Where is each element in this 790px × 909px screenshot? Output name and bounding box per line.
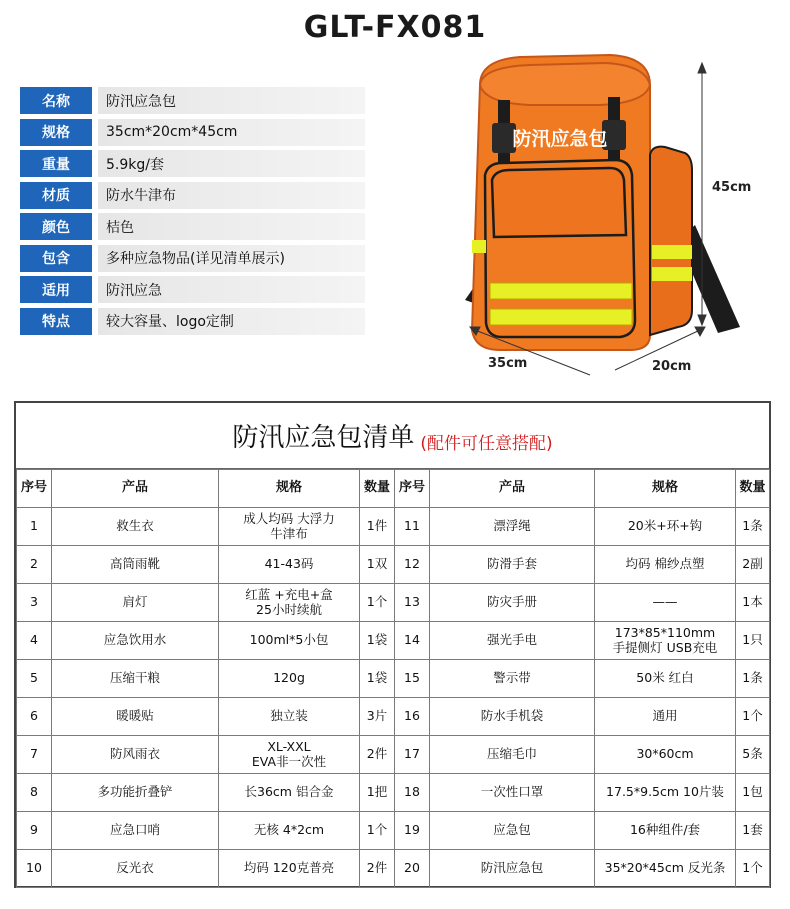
spec-table — [20, 87, 365, 339]
spec-row — [20, 182, 365, 209]
spec-value: 防汛应急 — [98, 276, 365, 303]
spec-value: 桔色 — [98, 213, 365, 240]
table-cell: 120g — [219, 660, 360, 698]
table-cell: 1个 — [736, 850, 770, 888]
table-cell: 无核 4*2cm — [219, 812, 360, 850]
table-row — [17, 774, 770, 812]
spec-value: 35cm*20cm*45cm — [98, 119, 365, 146]
table-cell: 独立装 — [219, 698, 360, 736]
table-cell: 长36cm 铝合金 — [219, 774, 360, 812]
table-cell: 防风雨衣 — [52, 736, 219, 774]
spec-label: 材质 — [20, 182, 92, 209]
spec-value: 防汛应急包 — [98, 87, 365, 114]
table-cell: 强光手电 — [430, 622, 595, 660]
spec-row — [20, 87, 365, 114]
bag-height-label: 45cm — [712, 180, 752, 195]
table-cell: 2副 — [736, 546, 770, 584]
table-cell: 成人均码 大浮力 牛津布 — [219, 508, 360, 546]
spec-value: 多种应急物品(详见清单展示) — [98, 245, 365, 272]
spec-label: 颜色 — [20, 213, 92, 240]
table-cell: 均码 120克普亮 — [219, 850, 360, 888]
table-cell: 1件 — [360, 508, 395, 546]
table-cell: 高筒雨靴 — [52, 546, 219, 584]
column-header: 序号 — [395, 470, 430, 508]
table-cell: XL-XXL EVA非一次性 — [219, 736, 360, 774]
table-cell: 多功能折叠铲 — [52, 774, 219, 812]
table-cell: 防汛应急包 — [430, 850, 595, 888]
table-row — [17, 622, 770, 660]
spec-value: 较大容量、logo定制 — [98, 308, 365, 335]
table-cell: 1个 — [736, 698, 770, 736]
spec-label: 包含 — [20, 245, 92, 272]
spec-row — [20, 119, 365, 146]
column-header: 产品 — [430, 470, 595, 508]
column-header: 序号 — [17, 470, 52, 508]
table-row — [17, 660, 770, 698]
table-cell: 20米+环+钩 — [595, 508, 736, 546]
table-row — [17, 812, 770, 850]
table-cell: 12 — [395, 546, 430, 584]
table-cell: 41-43码 — [219, 546, 360, 584]
table-cell: 1条 — [736, 508, 770, 546]
table-cell: 1只 — [736, 622, 770, 660]
table-cell: 15 — [395, 660, 430, 698]
table-cell: 8 — [17, 774, 52, 812]
table-cell: 100ml*5小包 — [219, 622, 360, 660]
table-cell: 30*60cm — [595, 736, 736, 774]
item-checklist — [14, 401, 771, 888]
checklist-header — [16, 403, 769, 469]
table-cell: 17 — [395, 736, 430, 774]
table-cell: 2件 — [360, 736, 395, 774]
table-cell: 防水手机袋 — [430, 698, 595, 736]
spec-row — [20, 276, 365, 303]
table-cell: 防灾手册 — [430, 584, 595, 622]
spec-row — [20, 213, 365, 240]
table-cell: 5条 — [736, 736, 770, 774]
table-cell: 14 — [395, 622, 430, 660]
column-header: 数量 — [360, 470, 395, 508]
table-cell: 16种组件/套 — [595, 812, 736, 850]
table-row — [17, 736, 770, 774]
table-cell: 通用 — [595, 698, 736, 736]
table-cell: 173*85*110mm 手提侧灯 USB充电 — [595, 622, 736, 660]
bag-depth-label: 20cm — [652, 359, 692, 374]
backpack-image — [440, 45, 780, 385]
table-cell: 漂浮绳 — [430, 508, 595, 546]
table-cell: 应急饮用水 — [52, 622, 219, 660]
table-cell: 应急包 — [430, 812, 595, 850]
table-cell: 1 — [17, 508, 52, 546]
spec-label: 规格 — [20, 119, 92, 146]
table-cell: 5 — [17, 660, 52, 698]
column-header: 规格 — [219, 470, 360, 508]
table-cell: 1套 — [736, 812, 770, 850]
table-cell: 20 — [395, 850, 430, 888]
table-cell: 1包 — [736, 774, 770, 812]
spec-row — [20, 308, 365, 335]
table-cell: 2件 — [360, 850, 395, 888]
table-cell: 红蓝 +充电+盒 25小时续航 — [219, 584, 360, 622]
table-cell: 16 — [395, 698, 430, 736]
table-row — [17, 508, 770, 546]
table-cell: 救生衣 — [52, 508, 219, 546]
checklist-title: 防汛应急包清单 — [232, 423, 415, 453]
table-cell: 一次性口罩 — [430, 774, 595, 812]
table-cell: 应急口哨 — [52, 812, 219, 850]
table-cell: 11 — [395, 508, 430, 546]
table-cell: 1袋 — [360, 622, 395, 660]
table-cell: 1双 — [360, 546, 395, 584]
table-cell: 13 — [395, 584, 430, 622]
table-cell: 防滑手套 — [430, 546, 595, 584]
table-cell: 17.5*9.5cm 10片装 — [595, 774, 736, 812]
table-cell: 35*20*45cm 反光条 — [595, 850, 736, 888]
bag-width-label: 35cm — [488, 356, 528, 371]
table-row — [17, 546, 770, 584]
spec-value: 5.9kg/套 — [98, 150, 365, 177]
table-cell: 压缩毛巾 — [430, 736, 595, 774]
spec-label: 重量 — [20, 150, 92, 177]
checklist-subtitle: (配件可任意搭配) — [420, 434, 553, 454]
table-cell: 1个 — [360, 812, 395, 850]
table-cell: 压缩干粮 — [52, 660, 219, 698]
table-cell: 3 — [17, 584, 52, 622]
table-cell: 6 — [17, 698, 52, 736]
product-model-title: GLT-FX081 — [303, 10, 487, 45]
spec-label: 特点 — [20, 308, 92, 335]
table-row — [17, 850, 770, 888]
table-cell: 1本 — [736, 584, 770, 622]
table-cell: 暖暖贴 — [52, 698, 219, 736]
checklist-column-headers — [17, 470, 770, 508]
orange-backpack-icon — [440, 45, 780, 385]
column-header: 规格 — [595, 470, 736, 508]
table-cell: 肩灯 — [52, 584, 219, 622]
table-cell: —— — [595, 584, 736, 622]
column-header: 数量 — [736, 470, 770, 508]
table-cell: 均码 棉纱点塑 — [595, 546, 736, 584]
table-cell: 2 — [17, 546, 52, 584]
table-cell: 反光衣 — [52, 850, 219, 888]
spec-label: 名称 — [20, 87, 92, 114]
bag-print-text: 防汛应急包 — [512, 128, 608, 150]
table-cell: 7 — [17, 736, 52, 774]
table-cell: 1袋 — [360, 660, 395, 698]
table-cell: 警示带 — [430, 660, 595, 698]
table-cell: 3片 — [360, 698, 395, 736]
table-cell: 1把 — [360, 774, 395, 812]
table-cell: 1条 — [736, 660, 770, 698]
table-cell: 9 — [17, 812, 52, 850]
table-cell: 1个 — [360, 584, 395, 622]
table-row — [17, 698, 770, 736]
checklist-table — [16, 469, 770, 888]
table-cell: 50米 红白 — [595, 660, 736, 698]
table-row — [17, 584, 770, 622]
spec-row — [20, 150, 365, 177]
spec-value: 防水牛津布 — [98, 182, 365, 209]
spec-row — [20, 245, 365, 272]
table-cell: 18 — [395, 774, 430, 812]
column-header: 产品 — [52, 470, 219, 508]
spec-label: 适用 — [20, 276, 92, 303]
table-cell: 19 — [395, 812, 430, 850]
table-cell: 10 — [17, 850, 52, 888]
table-cell: 4 — [17, 622, 52, 660]
